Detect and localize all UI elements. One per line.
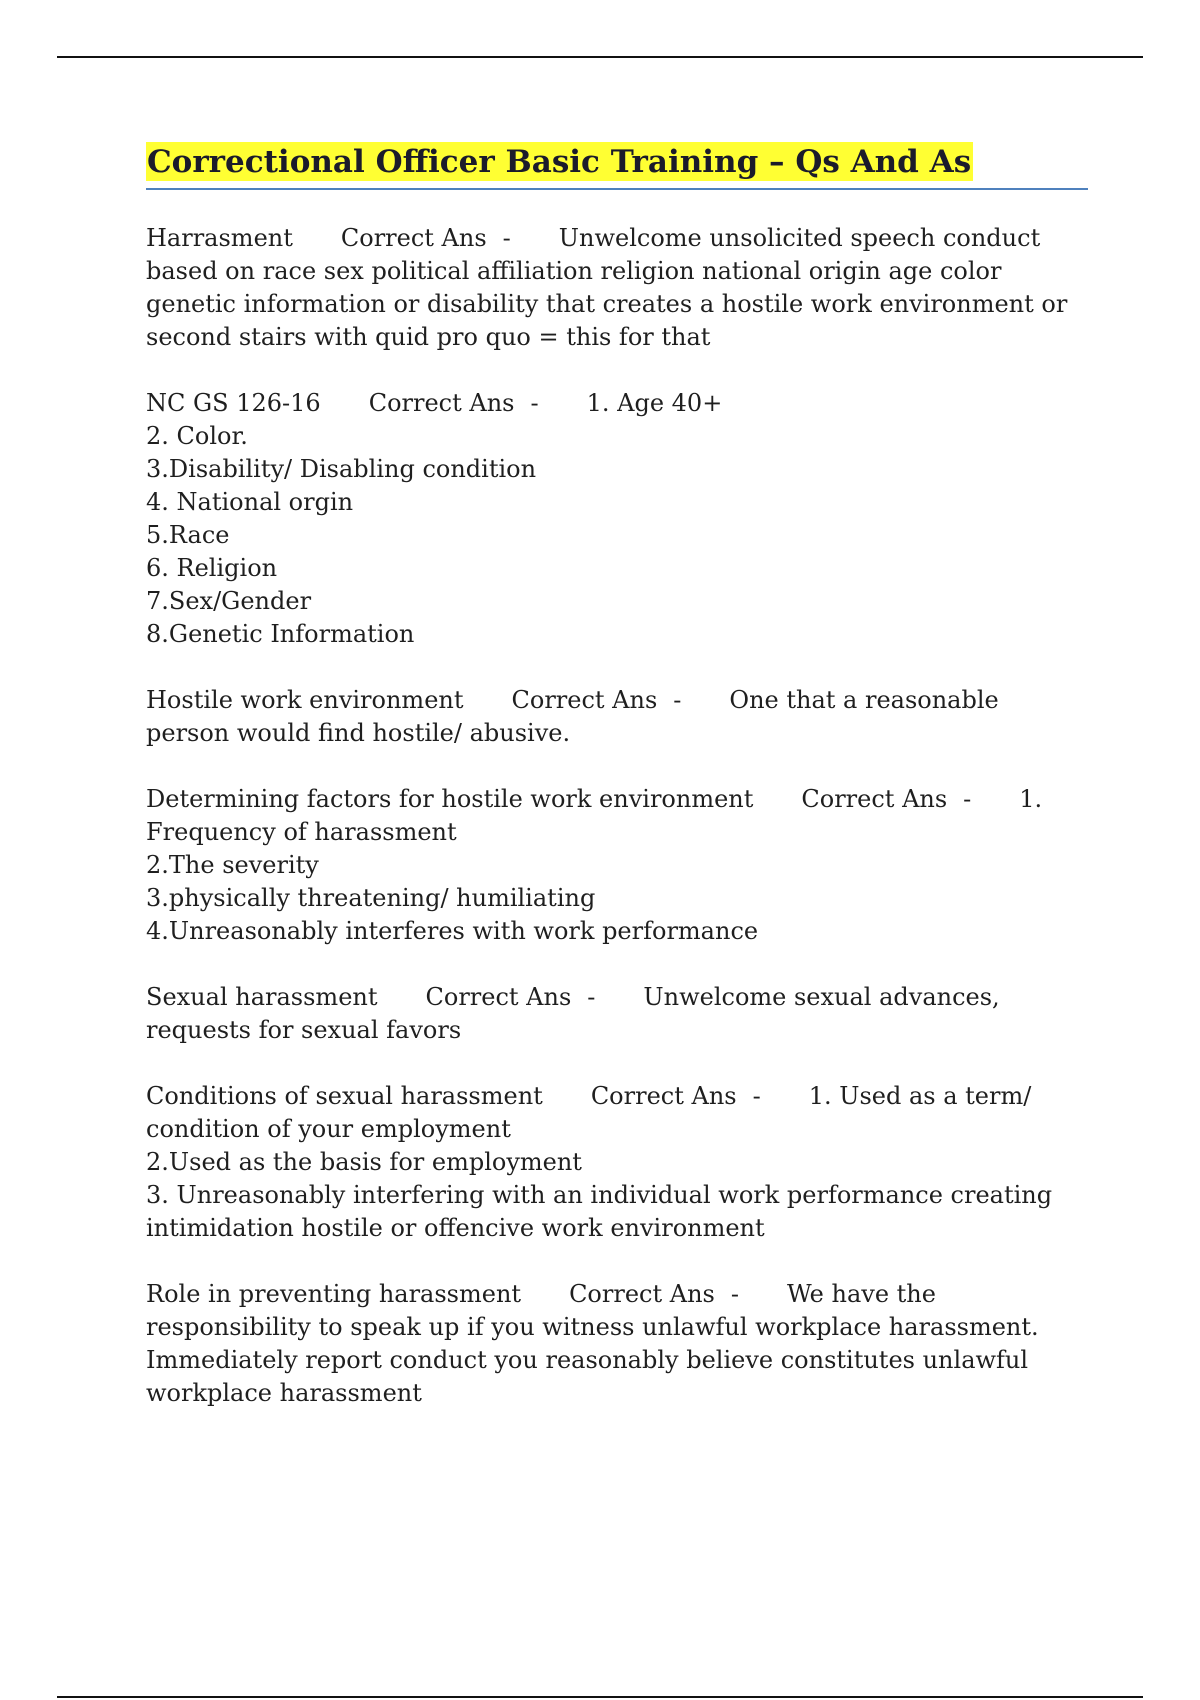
answer-separator: - (587, 983, 596, 1011)
qa-first-line (146, 1278, 1088, 1410)
qa-item (146, 1080, 1088, 1245)
answer-separator: - (502, 224, 511, 252)
qa-answer-line: 2. Color. (146, 422, 248, 450)
qa-first-line (146, 222, 1088, 354)
qa-answer-line: 4.Unreasonably interferes with work performance (146, 917, 759, 945)
answer-label: Correct Ans (569, 1280, 715, 1308)
answer-label: Correct Ans (368, 389, 515, 417)
qa-item (146, 387, 1088, 651)
title-block (146, 142, 1088, 190)
answer-label: Correct Ans (511, 686, 658, 714)
document-body (146, 142, 1088, 1443)
qa-answer: Unwelcome sexual advances, requests for sexual favors (146, 983, 1000, 1044)
qa-term: Hostile work environment (146, 686, 464, 714)
qa-answer-line: 3. Unreasonably interfering with an individual work performance creating intimidation hostile or offencive work environment (146, 1181, 1053, 1242)
qa-first-line (146, 981, 1088, 1047)
qa-answer: One that a reasonable person would find hostile/ abusive. (146, 686, 999, 747)
qa-first-line (146, 684, 1088, 750)
qa-item (146, 222, 1088, 354)
qa-answer-line: 5.Race (146, 521, 230, 549)
answer-separator: - (963, 785, 972, 813)
answer-separator: - (673, 686, 682, 714)
answer-separator: - (752, 1082, 761, 1110)
qa-answer: 1. Frequency of harassment (146, 785, 1043, 846)
qa-answer-line: 7.Sex/Gender (146, 587, 312, 615)
qa-answer-line: 2.Used as the basis for employment (146, 1148, 582, 1176)
qa-item (146, 783, 1088, 948)
qa-answer: 1. Used as a term/ condition of your employment (146, 1082, 1032, 1143)
document-title: Correctional Officer Basic Training – Qs And As (147, 144, 972, 180)
answer-label: Correct Ans (340, 224, 487, 252)
qa-first-line (146, 1080, 1088, 1146)
qa-item (146, 981, 1088, 1047)
top-rule (57, 56, 1143, 58)
answer-separator: - (530, 389, 539, 417)
qa-item (146, 1278, 1088, 1410)
qa-answer: We have the responsibility to speak up if you witness unlawful workplace harassment. Immediately report conduct you reasonably believe constitutes unlawful workplace harassment (146, 1280, 1039, 1407)
answer-label: Correct Ans (425, 983, 572, 1011)
qa-first-line (146, 387, 1088, 420)
qa-answer-line: 4. National orgin (146, 488, 354, 516)
qa-term: NC GS 126-16 (146, 389, 321, 417)
qa-term: Conditions of sexual harassment (146, 1082, 543, 1110)
qa-answer-line: 3.Disability/ Disabling condition (146, 455, 537, 483)
qa-list (146, 222, 1088, 1410)
qa-term: Determining factors for hostile work environment (146, 785, 754, 813)
qa-answer-line: 6. Religion (146, 554, 278, 582)
qa-term: Harrasment (146, 224, 293, 252)
qa-answer: 1. Age 40+ (586, 389, 723, 417)
qa-answer-line: 8.Genetic Information (146, 620, 415, 648)
qa-item (146, 684, 1088, 750)
answer-separator: - (730, 1280, 739, 1308)
answer-label: Correct Ans (590, 1082, 737, 1110)
answer-label: Correct Ans (801, 785, 948, 813)
bottom-rule (57, 1696, 1143, 1698)
qa-answer-line: 3.physically threatening/ humiliating (146, 884, 596, 912)
qa-answer-line: 2.The severity (146, 851, 319, 879)
qa-term: Role in preventing harassment (146, 1280, 522, 1308)
qa-first-line (146, 783, 1088, 849)
qa-answer: Unwelcome unsolicited speech conduct based on race sex political affiliation religion national origin age color genetic information or disability that creates a hostile work environment or second stairs with quid pro quo = this for that (146, 224, 1068, 351)
qa-term: Sexual harassment (146, 983, 378, 1011)
